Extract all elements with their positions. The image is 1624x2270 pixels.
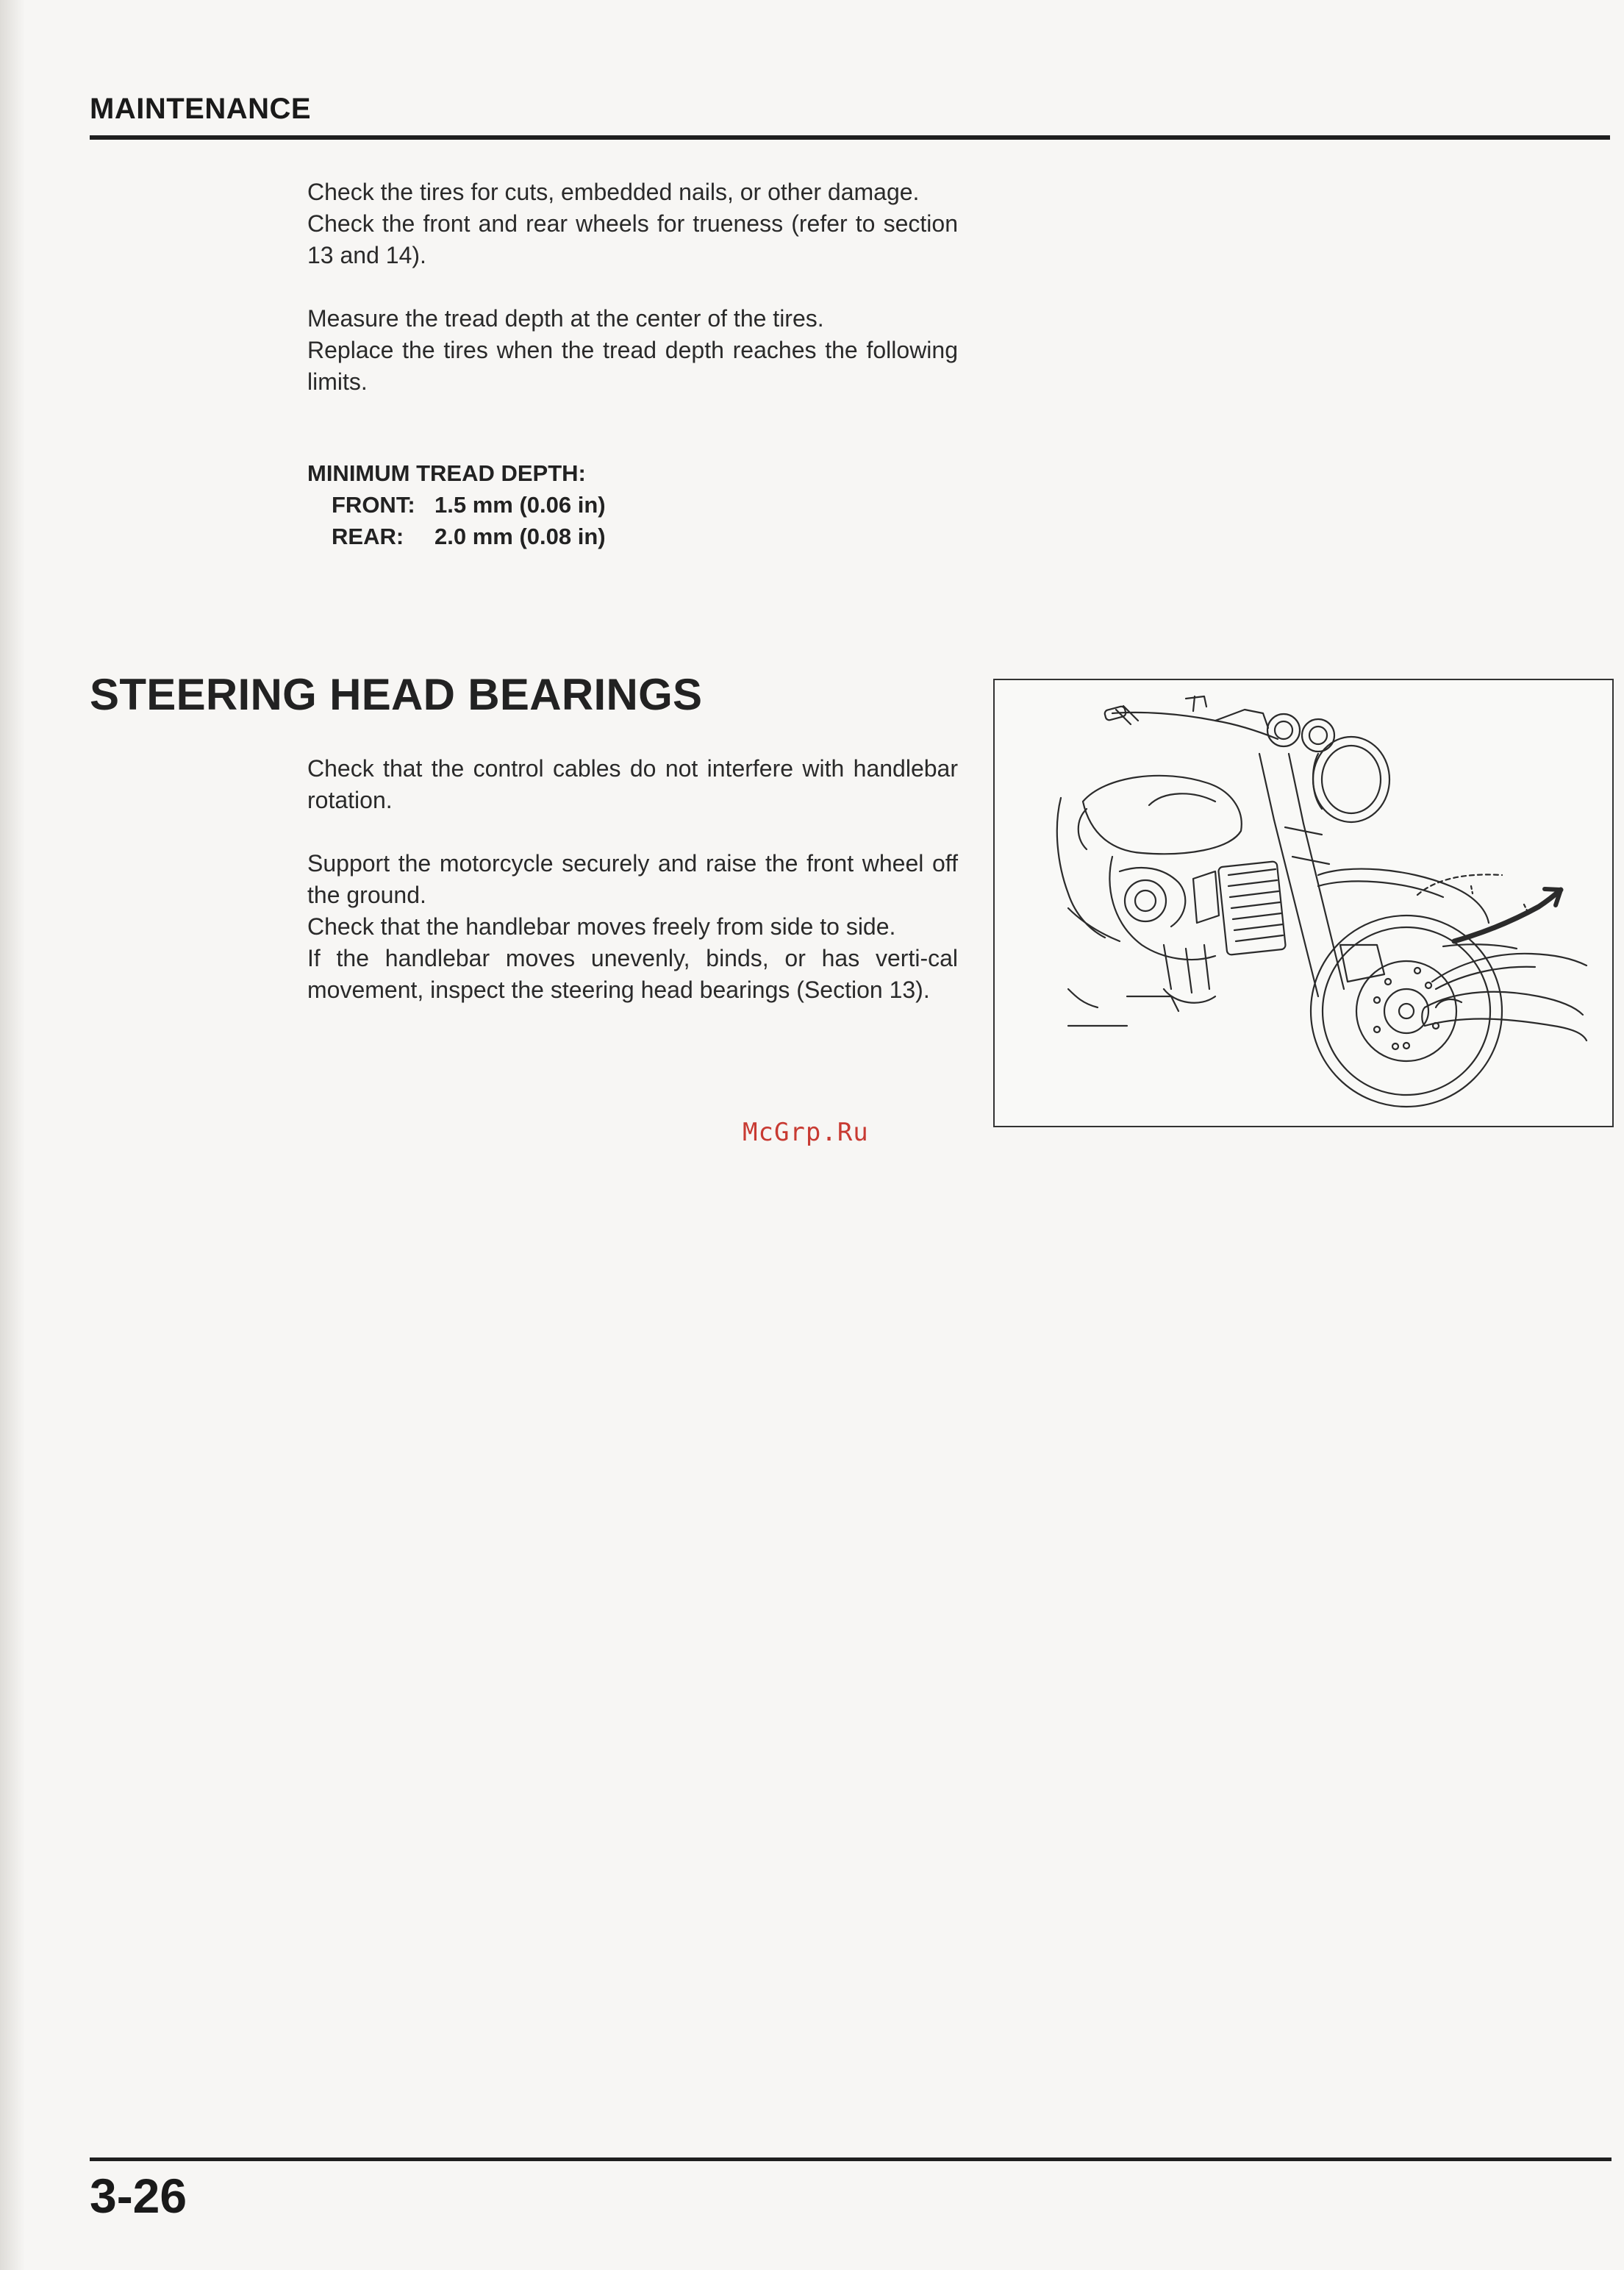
spec-front-row <box>307 489 606 521</box>
footer-rule <box>90 2157 1612 2161</box>
hand-right <box>1425 992 1583 1015</box>
page-edge-shadow <box>0 0 25 2270</box>
section-title-steering: STEERING HEAD BEARINGS <box>90 670 703 719</box>
tires-text-block <box>307 176 958 398</box>
handlebar <box>1112 713 1278 739</box>
steering-para-2-line-3: If the handlebar moves unevenly, binds, or has verti-cal movement, inspect the steering head bearings (Section 13). <box>307 945 958 1003</box>
gauge-left <box>1267 714 1300 746</box>
header-rule <box>90 135 1610 140</box>
tires-para-1-line-2: Check the front and rear wheels for trueness (refer to section 13 and 14). <box>307 210 958 268</box>
tires-para-1-line-1: Check the tires for cuts, embedded nails, or other damage. <box>307 179 920 205</box>
steering-para-2-line-1: Support the motorcycle securely and raise the front wheel off the ground. <box>307 850 958 908</box>
steering-text-block <box>307 753 958 1006</box>
gauge-right <box>1302 719 1334 752</box>
spec-rear-row <box>307 521 606 552</box>
spec-title: MINIMUM TREAD DEPTH: <box>307 460 586 486</box>
steering-para-2-line-2: Check that the handlebar moves freely from side to side. <box>307 913 896 940</box>
spec-front-label: FRONT: <box>332 492 415 518</box>
page-number: 3-26 <box>90 2169 187 2223</box>
motorcycle-illustration <box>993 679 1614 1127</box>
fuel-tank <box>1083 776 1242 854</box>
section-header: MAINTENANCE <box>90 93 312 125</box>
exhaust-pipes <box>1164 945 1209 993</box>
tread-depth-spec <box>307 457 606 552</box>
brake-caliper <box>1340 945 1384 982</box>
spec-front-value: 1.5 mm (0.06 in) <box>434 492 606 518</box>
steering-para-1: Check that the control cables do not interfere with handlebar rotation. <box>307 755 958 813</box>
spec-rear-value: 2.0 mm (0.08 in) <box>434 524 606 549</box>
headlight <box>1313 737 1389 822</box>
watermark: McGrp.Ru <box>743 1118 869 1147</box>
tires-para-2-line-1: Measure the tread depth at the center of the tires. <box>307 305 824 332</box>
spec-rear-label: REAR: <box>332 524 404 549</box>
fork-upper <box>1259 754 1303 824</box>
tires-para-2-line-2: Replace the tires when the tread depth reaches the following limits. <box>307 337 958 395</box>
